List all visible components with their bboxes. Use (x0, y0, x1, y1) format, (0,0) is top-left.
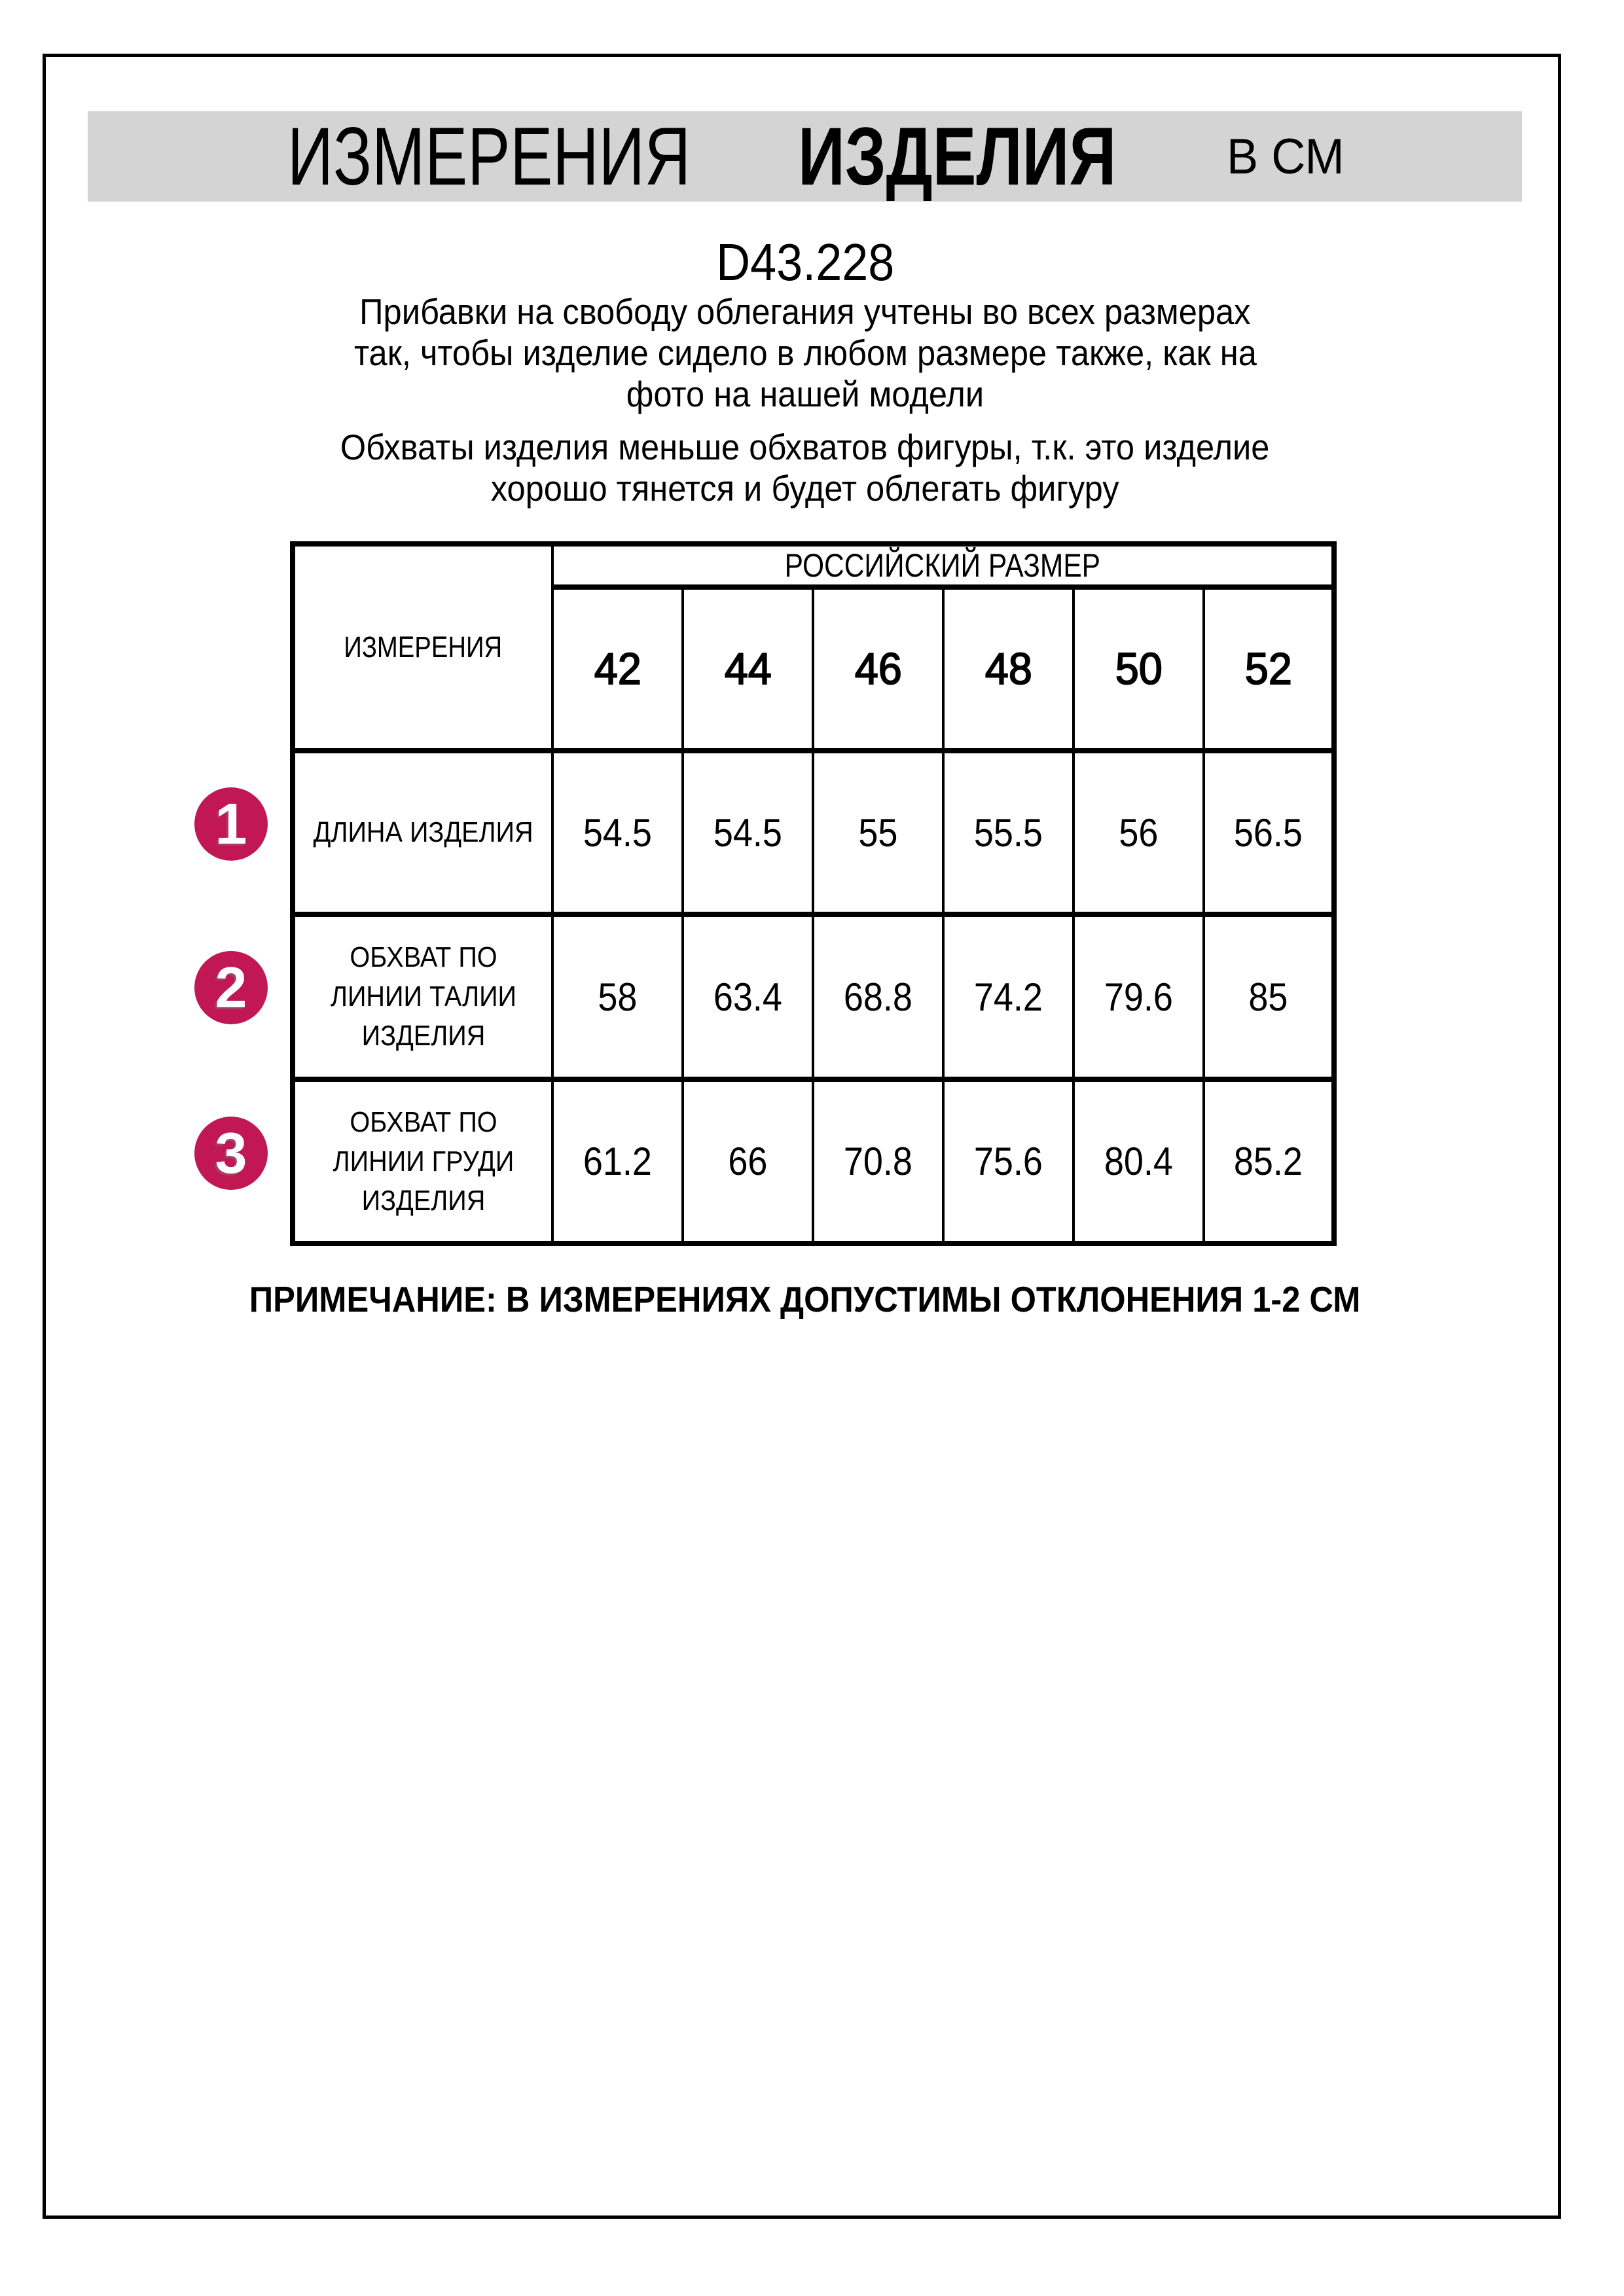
title-band (88, 111, 1522, 202)
table-cell: 74.2 (943, 914, 1074, 1079)
table-cell: 55.5 (943, 751, 1074, 914)
table-cell: 66 (683, 1079, 813, 1244)
intro-line: Прибавки на свободу облегания учтены во всех размерах (359, 291, 1251, 332)
page-title-units: В СМ (1227, 128, 1344, 185)
page-title-word-garment: ИЗДЕЛИЯ (798, 111, 1117, 202)
intro-line: фото на нашей модели (626, 374, 984, 414)
row-marker-1-badge: 1 (194, 787, 268, 861)
table-corner-label: ИЗМЕРЕНИЯ (293, 544, 552, 751)
page-border-frame (43, 54, 1561, 2219)
intro-line: так, чтобы изделие сидело в любом размере также, как на (353, 332, 1257, 373)
table-cell: 80.4 (1074, 1079, 1204, 1244)
size-column-header: 52 (1204, 587, 1334, 751)
row-label: ОБХВАТ ПО ЛИНИИ ГРУДИ ИЗДЕЛИЯ (293, 1079, 552, 1244)
size-column-header: 42 (552, 587, 683, 751)
size-column-header: 44 (683, 587, 813, 751)
table-cell: 55 (813, 751, 943, 914)
table-cell: 85.2 (1204, 1079, 1334, 1244)
row-marker-2-badge: 2 (194, 951, 268, 1024)
article-code: D43.228 (715, 233, 895, 291)
row-label: ОБХВАТ ПО ЛИНИИ ТАЛИИ ИЗДЕЛИЯ (293, 914, 552, 1079)
intro-paragraph-fit (46, 291, 1564, 415)
table-cell: 70.8 (813, 1079, 943, 1244)
table-row-length (293, 751, 1334, 914)
tolerance-note: ПРИМЕЧАНИЕ: В ИЗМЕРЕНИЯХ ДОПУСТИМЫ ОТКЛОНЕНИЯ 1-2 СМ (249, 1279, 1361, 1319)
row-label: ДЛИНА ИЗДЕЛИЯ (293, 751, 552, 914)
table-row-chest (293, 1079, 1334, 1244)
page-title-word-measurements: ИЗМЕРЕНИЯ (287, 111, 691, 202)
table-cell: 61.2 (552, 1079, 683, 1244)
size-column-header: 48 (943, 587, 1074, 751)
table-cell: 85 (1204, 914, 1334, 1079)
size-column-header: 46 (813, 587, 943, 751)
table-cell: 58 (552, 914, 683, 1079)
intro-paragraph-stretch (46, 427, 1564, 509)
table-cell: 54.5 (683, 751, 813, 914)
table-row-waist (293, 914, 1334, 1079)
intro-line: Обхваты изделия меньше обхватов фигуры, т.к. это изделие (340, 427, 1270, 467)
intro-line: хорошо тянется и будет облегать фигуру (491, 468, 1119, 509)
row-marker-3-badge: 3 (194, 1117, 268, 1190)
table-cell: 75.6 (943, 1079, 1074, 1244)
table-cell: 63.4 (683, 914, 813, 1079)
table-cell: 56.5 (1204, 751, 1334, 914)
table-cell: 79.6 (1074, 914, 1204, 1079)
size-group-header: РОССИЙСКИЙ РАЗМЕР (552, 544, 1334, 587)
table-cell: 54.5 (552, 751, 683, 914)
size-table (290, 541, 1337, 1246)
size-column-header: 50 (1074, 587, 1204, 751)
table-cell: 56 (1074, 751, 1204, 914)
table-cell: 68.8 (813, 914, 943, 1079)
